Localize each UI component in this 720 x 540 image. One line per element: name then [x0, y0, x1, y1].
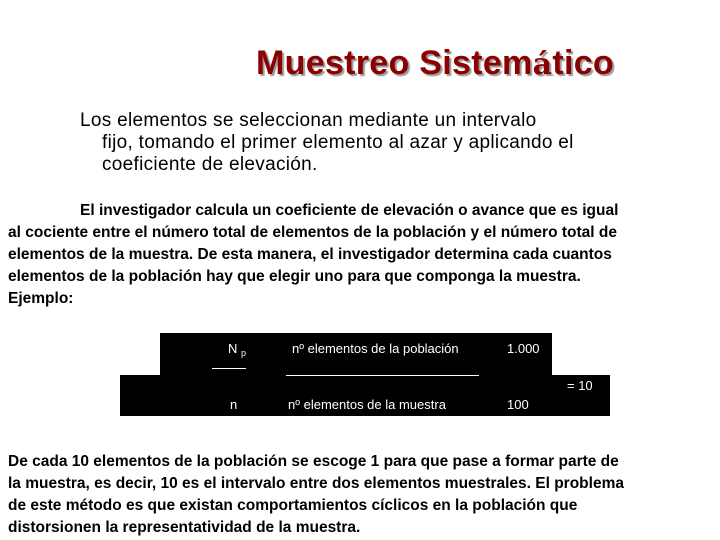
n-symbol: n	[230, 397, 238, 412]
sample-value: 100	[507, 397, 529, 412]
intro-line-2: fijo, tomando el primer elemento al azar y aplicando el	[102, 132, 574, 153]
title-accent-char: á	[532, 47, 553, 82]
conclusion-line-4: distorsionen la representatividad de la muestra.	[8, 519, 361, 536]
explanation-line-5: Ejemplo:	[8, 290, 74, 307]
explanation-line-2: al cociente entre el número total de elementos de la población y el número total de	[8, 224, 617, 241]
explanation-line-4: elementos de la población hay que elegir uno para que componga la muestra.	[8, 268, 581, 285]
np-subscript: p	[241, 348, 247, 358]
conclusion-paragraph	[8, 451, 708, 539]
slide-title	[0, 44, 720, 83]
sample-label: nº elementos de la muestra	[288, 397, 446, 412]
equals-result: = 10	[567, 378, 593, 393]
np-symbol: N	[228, 341, 238, 356]
fraction-bar-label	[286, 375, 479, 376]
fraction-bar-symbol	[212, 368, 246, 369]
conclusion-line-3: de este método es que existan comportamientos cíclicos en la población que	[8, 497, 578, 514]
intro-line-1: Los elementos se seleccionan mediante un intervalo	[80, 110, 537, 131]
conclusion-line-1: De cada 10 elementos de la población se escoge 1 para que pase a formar parte de	[8, 453, 619, 470]
population-label: nº elementos de la población	[292, 341, 459, 356]
example-formula-box	[120, 333, 593, 416]
title-part-2: tico	[552, 44, 614, 82]
explanation-paragraph	[8, 200, 673, 310]
explanation-line-1: El investigador calcula un coeficiente de elevación o avance que es igual	[80, 202, 619, 219]
explanation-line-3: elementos de la muestra. De esta manera, el investigador determina cada cuantos	[8, 246, 612, 263]
population-value: 1.000	[507, 341, 540, 356]
conclusion-line-2: la muestra, es decir, 10 es el intervalo entre dos elementos muestrales. El problema	[8, 475, 624, 492]
title-part-1: Muestreo Sistem	[256, 44, 533, 82]
intro-text	[80, 110, 690, 176]
intro-line-3: coeficiente de elevación.	[102, 154, 318, 175]
